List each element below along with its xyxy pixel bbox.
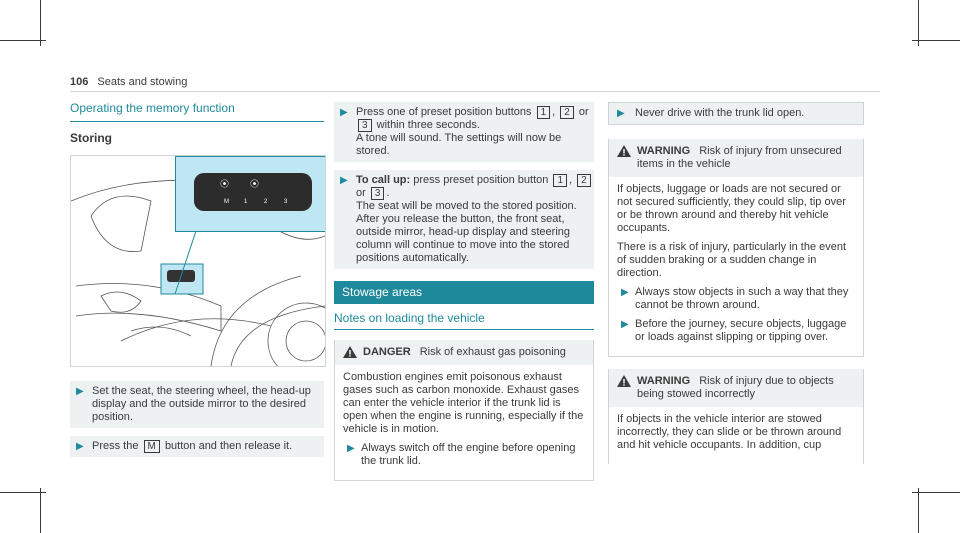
arrow-icon: ▶ bbox=[617, 108, 625, 119]
warning-triangle-icon bbox=[343, 346, 357, 358]
warning-step bbox=[617, 318, 855, 344]
section-rule bbox=[334, 329, 594, 330]
warning-header bbox=[609, 369, 863, 407]
preset-2-key-icon: 2 bbox=[560, 106, 574, 119]
danger-header bbox=[335, 340, 593, 365]
warning-text: If objects in the vehicle interior are stowed incorrectly, they can slide or be thrown around and hit vehicle occupants. In addition, cup bbox=[617, 413, 842, 451]
door-memory-illustration bbox=[70, 155, 326, 367]
crop-mark bbox=[918, 488, 919, 533]
warning-triangle-icon bbox=[617, 145, 631, 157]
subtitle: Storing bbox=[70, 131, 112, 145]
preset-1-key-icon: 1 bbox=[537, 106, 551, 119]
warning-box-stowed bbox=[608, 369, 864, 464]
step-text: Set the seat, the steering wheel, the head-up display and the outside mirror to the desired position. bbox=[92, 385, 311, 423]
warning-title: Risk of injury due to objects being stowed incorrectly bbox=[637, 375, 834, 400]
step-text: within three seconds. bbox=[376, 119, 480, 131]
danger-body bbox=[335, 365, 593, 480]
step-text: Never drive with the trunk lid open. bbox=[635, 107, 805, 119]
step-text: Always stow objects in such a way that they cannot be thrown around. bbox=[635, 286, 849, 311]
danger-label: DANGER bbox=[363, 346, 411, 358]
crop-mark bbox=[912, 492, 960, 493]
warning-step bbox=[617, 286, 855, 312]
arrow-icon: ▶ bbox=[76, 441, 84, 452]
column-left bbox=[70, 102, 324, 465]
warning-title: Risk of injury from unsecured items in the vehicle bbox=[637, 145, 842, 170]
warning-body bbox=[609, 177, 863, 356]
step-text: Always switch off the engine before opening the trunk lid. bbox=[361, 442, 576, 467]
step-text: Press the bbox=[92, 440, 139, 452]
section-title: Operating the memory function bbox=[70, 101, 235, 115]
notes-title: Notes on loading the vehicle bbox=[334, 311, 485, 325]
crop-mark bbox=[912, 40, 960, 41]
warning-text: There is a risk of injury, particularly in the event of sudden braking or a sudden change in direction. bbox=[617, 241, 847, 279]
crop-mark bbox=[0, 492, 46, 493]
memory-button-panel bbox=[194, 173, 312, 211]
preset-button-1-label: 1 bbox=[244, 199, 248, 205]
step-set-position bbox=[70, 381, 324, 428]
warning-label: WARNING bbox=[637, 375, 691, 387]
warning-text: If objects, luggage or loads are not secured or not secured sufficiently, they could slip, tip over or be thrown around and thereby hit vehicle occupants. bbox=[617, 183, 846, 234]
arrow-icon: ▶ bbox=[621, 319, 629, 330]
preset-button-2-label: 2 bbox=[264, 199, 268, 205]
memory-panel-inset bbox=[175, 156, 326, 232]
arrow-icon: ▶ bbox=[340, 107, 348, 118]
warning-body bbox=[609, 407, 863, 464]
page-number: 106 bbox=[70, 76, 89, 88]
danger-title: Risk of exhaust gas poisoning bbox=[419, 346, 566, 358]
step-text: or bbox=[356, 187, 366, 199]
step-call-up: ▶ To call up: press preset position button 1 , 2 or 3 . The seat will be moved to the stored position. After you release the button, the front seat, outside mirror, head-up display and steering column will continue to move into the stored positions automatically. bbox=[334, 170, 594, 269]
preset-1-key-icon: 1 bbox=[553, 174, 567, 187]
danger-text: Combustion engines emit poisonous exhaust gases such as carbon monoxide. Exhaust gases can enter the vehicle interior if the trunk lid is open when the engine is running, especially if the vehicle is in motion. bbox=[343, 371, 584, 435]
preset-button-3-label: 3 bbox=[284, 199, 288, 205]
arrow-icon: ▶ bbox=[76, 386, 84, 397]
crop-mark bbox=[0, 40, 46, 41]
preset-3-key-icon: 3 bbox=[358, 119, 372, 132]
column-right bbox=[608, 102, 864, 476]
trunk-lid-step bbox=[608, 102, 864, 125]
step-text: press preset position button bbox=[413, 174, 549, 186]
stowage-band: Stowage areas bbox=[334, 281, 594, 304]
arrow-icon: ▶ bbox=[347, 443, 355, 454]
step-press-m bbox=[70, 436, 324, 457]
arrow-icon: ▶ bbox=[621, 287, 629, 298]
seat-icon: ⦿ bbox=[220, 179, 230, 189]
step-label: To call up: bbox=[356, 174, 411, 186]
preset-3-key-icon: 3 bbox=[371, 187, 385, 200]
warning-header bbox=[609, 139, 863, 177]
memory-key-icon: M bbox=[144, 440, 160, 453]
step-text: button and then release it. bbox=[164, 440, 293, 452]
step-result: A tone will sound. The settings will now be stored. bbox=[356, 132, 562, 157]
warning-triangle-icon bbox=[617, 375, 631, 387]
header-rule bbox=[70, 91, 880, 92]
seat-icon: ⦿ bbox=[250, 179, 260, 189]
preset-2-key-icon: 2 bbox=[577, 174, 591, 187]
arrow-icon: ▶ bbox=[340, 175, 348, 186]
section-rule bbox=[70, 121, 324, 122]
step-text: Before the journey, secure objects, luggage or loads against slipping or tipping over. bbox=[635, 318, 847, 343]
header-section: Seats and stowing bbox=[97, 76, 188, 88]
memory-button-label: M bbox=[224, 199, 229, 205]
crop-mark bbox=[40, 488, 41, 533]
page-header bbox=[70, 76, 187, 89]
danger-step bbox=[343, 442, 585, 468]
column-middle bbox=[334, 102, 594, 493]
step-text: Press one of preset position buttons bbox=[356, 106, 532, 118]
step-press-preset: ▶ Press one of preset position buttons 1 , 2 or 3 within three seconds. A tone will sound. The settings will now be stored. bbox=[334, 102, 594, 162]
warning-box-unsecured bbox=[608, 139, 864, 357]
warning-label: WARNING bbox=[637, 145, 691, 157]
danger-box bbox=[334, 340, 594, 481]
step-result: The seat will be moved to the stored position. After you release the button, the front seat, outside mirror, head-up display and steering column will continue to move into the stored positions automatically. bbox=[356, 200, 577, 264]
step-text: or bbox=[578, 106, 589, 118]
